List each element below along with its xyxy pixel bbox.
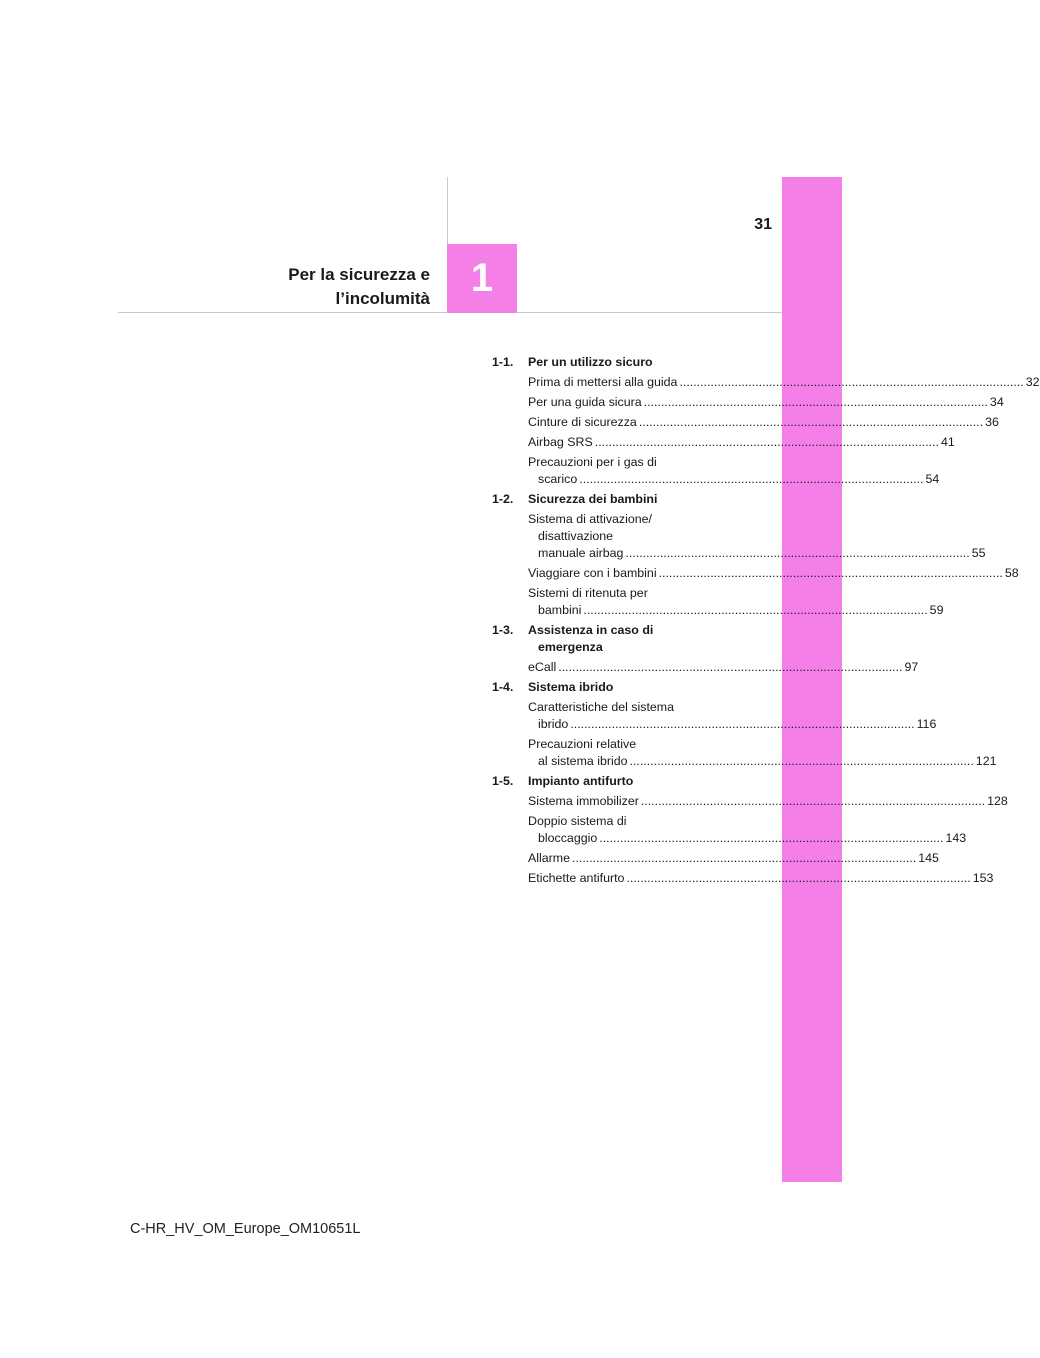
toc-section-title-line: Impianto antifurto <box>528 774 634 788</box>
toc-entry-text: Allarme <box>528 851 570 865</box>
toc-entry-line <box>528 793 1008 810</box>
footer-document-code: C-HR_HV_OM_Europe_OM10651L <box>130 1221 361 1237</box>
toc-entry[interactable] <box>528 850 939 867</box>
toc-section-number: 1-4. <box>492 680 514 694</box>
toc-entry-line <box>528 394 1004 411</box>
toc-entry-page: 58 <box>1004 566 1019 580</box>
toc-entry-page: 145 <box>918 851 939 865</box>
toc-section-title-line: Per un utilizzo sicuro <box>528 355 653 369</box>
toc-entry-text: Sistema di attivazione/ <box>528 512 652 526</box>
toc-entry-text: Prima di mettersi alla guida <box>528 375 678 389</box>
toc-entry-page: 59 <box>929 603 944 617</box>
toc-entry[interactable] <box>528 793 1008 810</box>
dot-leader <box>595 435 939 449</box>
toc-entry-text: eCall <box>528 660 557 674</box>
toc-entry-page: 97 <box>904 660 919 674</box>
toc-entry-text: disattivazione <box>538 529 614 543</box>
dot-leader <box>639 415 983 429</box>
toc-section-heading[interactable] <box>492 491 738 508</box>
toc-section-title <box>528 773 738 790</box>
toc-section <box>492 622 919 676</box>
toc-entry[interactable] <box>528 414 999 431</box>
toc-entry-text: Precauzioni per i gas di <box>528 455 657 469</box>
chapter-title-line: Per la sicurezza e <box>288 265 430 284</box>
toc-entry[interactable] <box>528 565 1019 582</box>
toc-section-title <box>528 679 738 696</box>
toc-entry[interactable] <box>528 511 986 562</box>
toc-section-number: 1-3. <box>492 623 514 637</box>
header-vertical-rule <box>447 177 448 245</box>
dot-leader <box>626 871 970 885</box>
chapter-number: 1 <box>470 256 494 300</box>
toc-entry-page: 32 <box>1025 375 1040 389</box>
toc-entry-line <box>528 850 939 867</box>
table-of-contents <box>492 354 1040 890</box>
toc-entry-page: 54 <box>925 472 940 486</box>
toc-entry-line <box>528 659 919 676</box>
toc-entry-text: bambini <box>538 603 582 617</box>
toc-entry-page: 41 <box>941 435 955 449</box>
toc-entry-text: manuale airbag <box>538 546 624 560</box>
toc-entry-text: bloccaggio <box>538 831 598 845</box>
toc-entry-line <box>528 471 940 488</box>
toc-entry-text: al sistema ibrido <box>538 754 628 768</box>
toc-entry[interactable] <box>528 736 997 770</box>
toc-section <box>492 679 997 770</box>
toc-section-title-line: emergenza <box>538 640 603 654</box>
toc-entry-line <box>528 374 1040 391</box>
toc-section-heading[interactable] <box>492 354 738 371</box>
toc-entry[interactable] <box>528 454 940 488</box>
toc-entry-text: Doppio sistema di <box>528 814 627 828</box>
dot-leader <box>679 375 1023 389</box>
toc-section-number: 1-2. <box>492 492 514 506</box>
toc-entry-line <box>528 602 944 619</box>
toc-entry[interactable] <box>528 699 937 733</box>
chapter-title-line: l’incolumità <box>335 289 430 308</box>
dot-leader <box>579 472 923 486</box>
dot-leader <box>558 660 902 674</box>
chapter-side-tab <box>782 177 842 1182</box>
toc-entry[interactable] <box>528 813 967 847</box>
toc-entry-text: scarico <box>538 472 578 486</box>
toc-section-title-line: Sicurezza dei bambini <box>528 492 658 506</box>
toc-entry-text: Viaggiare con i bambini <box>528 566 657 580</box>
dot-leader <box>583 603 927 617</box>
dot-leader <box>625 546 969 560</box>
toc-entry-text: Per una guida sicura <box>528 395 642 409</box>
toc-section <box>492 773 1008 887</box>
toc-section-heading[interactable] <box>492 679 738 696</box>
toc-entry[interactable] <box>528 394 1004 411</box>
toc-entry-line <box>528 434 955 451</box>
toc-section-heading[interactable] <box>492 773 738 790</box>
toc-entry-line <box>528 565 1019 582</box>
toc-entry[interactable] <box>528 434 955 451</box>
toc-section-title-line: Sistema ibrido <box>528 680 614 694</box>
dot-leader <box>659 566 1003 580</box>
chapter-number-badge <box>447 244 517 313</box>
toc-entry-line <box>528 414 999 431</box>
toc-entry[interactable] <box>528 374 1040 391</box>
toc-entry-page: 34 <box>989 395 1004 409</box>
toc-entry-line <box>528 716 937 733</box>
toc-entry-page: 55 <box>971 546 986 560</box>
toc-section <box>492 354 1040 488</box>
toc-entry-text: Etichette antifurto <box>528 871 625 885</box>
toc-section-heading[interactable] <box>492 622 738 656</box>
dot-leader <box>641 794 985 808</box>
toc-entry-line <box>528 753 997 770</box>
toc-entry-page: 116 <box>916 717 937 731</box>
dot-leader <box>630 754 974 768</box>
toc-entry-page: 153 <box>972 871 994 885</box>
toc-entry-text: Airbag SRS <box>528 435 593 449</box>
dot-leader <box>644 395 988 409</box>
toc-entry-text: ibrido <box>538 717 569 731</box>
dot-leader <box>599 831 943 845</box>
dot-leader <box>570 717 914 731</box>
chapter-title <box>288 263 430 311</box>
toc-entry-text: Sistemi di ritenuta per <box>528 586 648 600</box>
toc-section-title <box>528 622 738 656</box>
toc-section-number: 1-5. <box>492 774 514 788</box>
toc-entry-text: Caratteristiche del sistema <box>528 700 674 714</box>
toc-section <box>492 491 1019 619</box>
toc-entry[interactable] <box>528 870 994 887</box>
toc-entry-text: Precauzioni relative <box>528 737 637 751</box>
toc-section-title-line: Assistenza in caso di <box>528 623 654 637</box>
toc-entry-text: Cinture di sicurezza <box>528 415 637 429</box>
toc-section-number: 1-1. <box>492 355 514 369</box>
toc-entry-page: 36 <box>985 415 999 429</box>
toc-entry-line <box>528 870 994 887</box>
toc-entry-text: Sistema immobilizer <box>528 794 639 808</box>
toc-entry[interactable] <box>528 585 944 619</box>
toc-entry-page: 121 <box>975 754 997 768</box>
toc-entry-page: 128 <box>987 794 1008 808</box>
toc-entry-line <box>528 830 967 847</box>
dot-leader <box>572 851 916 865</box>
toc-entry-line <box>528 545 986 562</box>
toc-section-title <box>528 491 738 508</box>
toc-entry-page: 143 <box>945 831 967 845</box>
page-number: 31 <box>754 216 772 233</box>
toc-section-title <box>528 354 738 371</box>
toc-entry[interactable] <box>528 659 919 676</box>
